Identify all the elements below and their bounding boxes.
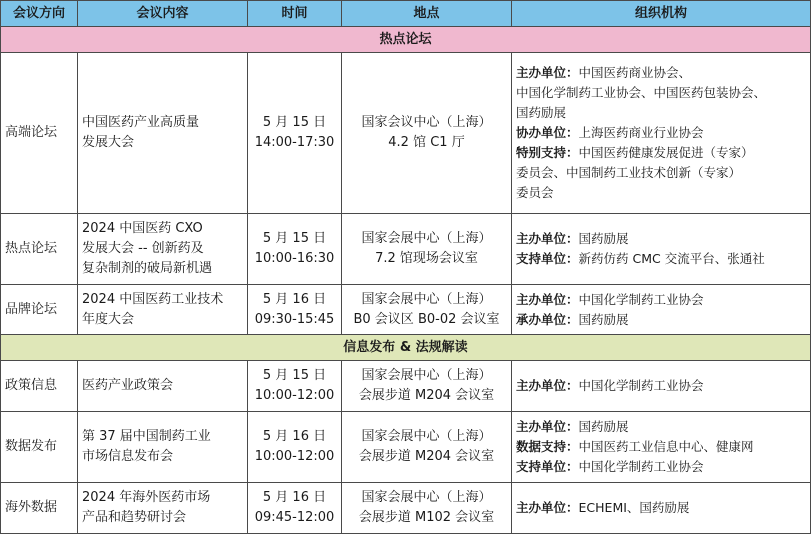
cell-organizer <box>512 285 811 335</box>
cell-content <box>78 214 248 285</box>
organizer-text: 中国医药健康发展促进（专家） <box>578 145 754 160</box>
header-organizer: 组织机构 <box>512 1 811 27</box>
cell-content-line: 复杂制剂的破局新机遇 <box>82 261 213 276</box>
cell-location-line: 7.2 馆现场会议室 <box>375 251 478 266</box>
cell-organizer <box>512 412 811 483</box>
cell-location <box>342 285 512 335</box>
cell-location-line: 国家会展中心（上海） <box>361 490 492 505</box>
table-row <box>1 361 811 412</box>
organizer-line <box>516 376 806 396</box>
organizer-line <box>516 143 806 163</box>
cell-location <box>342 214 512 285</box>
table-row <box>1 214 811 285</box>
cell-time-line: 5 月 15 日 <box>262 115 327 130</box>
cell-direction: 品牌论坛 <box>1 285 78 335</box>
cell-time-line: 10:00-16:30 <box>254 251 335 266</box>
organizer-text: 中国医药工业信息中心、健康网 <box>578 439 754 454</box>
organizer-line <box>516 498 806 518</box>
header-location: 地点 <box>342 1 512 27</box>
header-time: 时间 <box>248 1 342 27</box>
organizer-line <box>516 183 806 203</box>
cell-time-line: 09:30-15:45 <box>254 311 335 327</box>
organizer-text: 上海医药商业行业协会 <box>578 125 704 140</box>
cell-time <box>248 214 342 285</box>
cell-content-line: 医药产业政策会 <box>82 378 174 393</box>
cell-time-line: 5 月 16 日 <box>262 291 327 307</box>
organizer-role-label: 主办单位： <box>516 231 579 246</box>
organizer-role-label: 主办单位： <box>516 65 579 80</box>
cell-content-line: 市场信息发布会 <box>82 449 174 464</box>
organizer-line <box>516 249 806 269</box>
table-row <box>1 285 811 335</box>
organizer-line <box>516 290 806 310</box>
cell-direction: 热点论坛 <box>1 214 78 285</box>
organizer-role-label: 主办单位： <box>516 419 579 434</box>
organizer-role-label: 支持单位： <box>516 459 579 474</box>
cell-location-line: 会展步道 M204 会议室 <box>358 388 495 403</box>
cell-time-line: 5 月 15 日 <box>262 231 327 246</box>
organizer-line <box>516 229 806 249</box>
cell-location-line: 会展步道 M102 会议室 <box>358 510 495 525</box>
organizer-line <box>516 310 806 330</box>
cell-location <box>342 53 512 214</box>
cell-content-line: 发展大会 -- 创新药及 <box>82 241 204 256</box>
cell-location-line: 国家会展中心（上海） <box>361 368 492 383</box>
organizer-line <box>516 63 806 83</box>
cell-direction: 海外数据 <box>1 483 78 534</box>
cell-location-line: 国家会展中心（上海） <box>361 429 492 444</box>
cell-direction: 政策信息 <box>1 361 78 412</box>
organizer-line <box>516 163 806 183</box>
cell-content-line: 2024 中国医药工业技术 <box>82 291 224 307</box>
table-row <box>1 53 811 214</box>
cell-time-line: 14:00-17:30 <box>254 135 335 150</box>
organizer-role-label: 协办单位： <box>516 125 579 140</box>
section-row <box>1 335 811 361</box>
section-row <box>1 27 811 53</box>
organizer-text: 中国医药商业协会、 <box>578 65 692 80</box>
cell-location <box>342 412 512 483</box>
cell-location-line: 国家会展中心（上海） <box>361 291 492 307</box>
cell-location-line: 4.2 馆 C1 厅 <box>388 135 465 150</box>
cell-time-line: 10:00-12:00 <box>254 449 335 464</box>
cell-content <box>78 412 248 483</box>
organizer-role-label: 主办单位： <box>516 291 579 307</box>
cell-content-line: 2024 中国医药 CXO <box>82 221 203 236</box>
section-title: 信息发布 & 法规解读 <box>1 335 811 361</box>
cell-time <box>248 285 342 335</box>
cell-time <box>248 412 342 483</box>
organizer-text: 委员会、中国制药工业技术创新（专家） <box>516 165 742 180</box>
cell-content <box>78 483 248 534</box>
cell-location-line: 会展步道 M204 会议室 <box>358 449 495 464</box>
table-row <box>1 483 811 534</box>
cell-organizer <box>512 214 811 285</box>
cell-time <box>248 483 342 534</box>
cell-content-line: 第 37 届中国制药工业 <box>82 429 211 444</box>
cell-time-line: 10:00-12:00 <box>254 388 335 403</box>
organizer-line <box>516 437 806 457</box>
cell-location <box>342 483 512 534</box>
agenda-body <box>1 27 811 534</box>
cell-time <box>248 53 342 214</box>
cell-content-line: 2024 年海外医药市场 <box>82 490 211 505</box>
organizer-text: 新药仿药 CMC 交流平台、张通社 <box>578 251 765 266</box>
cell-location-line: 国家会展中心（上海） <box>361 231 492 246</box>
organizer-line <box>516 123 806 143</box>
cell-time <box>248 361 342 412</box>
cell-organizer <box>512 53 811 214</box>
cell-organizer <box>512 361 811 412</box>
cell-content-line: 年度大会 <box>82 311 135 327</box>
organizer-text: 中国化学制药工业协会 <box>578 291 704 307</box>
organizer-text: 国药励展 <box>578 311 629 327</box>
organizer-line <box>516 83 806 103</box>
organizer-role-label: 特别支持： <box>516 145 579 160</box>
organizer-text: 中国化学制药工业协会、中国医药包装协会、 <box>516 85 767 100</box>
table-row <box>1 412 811 483</box>
cell-content <box>78 361 248 412</box>
header-content: 会议内容 <box>78 1 248 27</box>
organizer-line <box>516 457 806 477</box>
organizer-text: 中国化学制药工业协会 <box>578 378 704 393</box>
cell-time-line: 5 月 16 日 <box>262 490 327 505</box>
organizer-line <box>516 417 806 437</box>
cell-time-line: 09:45-12:00 <box>254 510 335 525</box>
cell-time-line: 5 月 16 日 <box>262 429 327 444</box>
section-title: 热点论坛 <box>1 27 811 53</box>
cell-content-line: 中国医药产业高质量 <box>82 115 200 130</box>
cell-content-line: 发展大会 <box>82 135 135 150</box>
cell-direction: 高端论坛 <box>1 53 78 214</box>
organizer-role-label: 数据支持： <box>516 439 579 454</box>
cell-location-line: 国家会议中心（上海） <box>361 115 492 130</box>
organizer-text: 国药励展 <box>578 231 629 246</box>
cell-content <box>78 53 248 214</box>
cell-organizer <box>512 483 811 534</box>
cell-content <box>78 285 248 335</box>
cell-content-line: 产品和趋势研讨会 <box>82 510 187 525</box>
organizer-text: 中国化学制药工业协会 <box>578 459 704 474</box>
cell-location <box>342 361 512 412</box>
organizer-role-label: 主办单位： <box>516 500 579 515</box>
organizer-text: 委员会 <box>516 185 554 200</box>
cell-direction: 数据发布 <box>1 412 78 483</box>
header-row <box>1 1 811 27</box>
organizer-role-label: 支持单位： <box>516 251 579 266</box>
organizer-text: 国药励展 <box>578 419 629 434</box>
organizer-text: 国药励展 <box>516 105 567 120</box>
header-direction: 会议方向 <box>1 1 78 27</box>
cell-location-line: B0 会议区 B0-02 会议室 <box>353 311 500 327</box>
cell-time-line: 5 月 15 日 <box>262 368 327 383</box>
organizer-role-label: 主办单位： <box>516 378 579 393</box>
organizer-line <box>516 103 806 123</box>
organizer-role-label: 承办单位： <box>516 311 579 327</box>
organizer-text: ECHEMI、国药励展 <box>578 500 690 515</box>
